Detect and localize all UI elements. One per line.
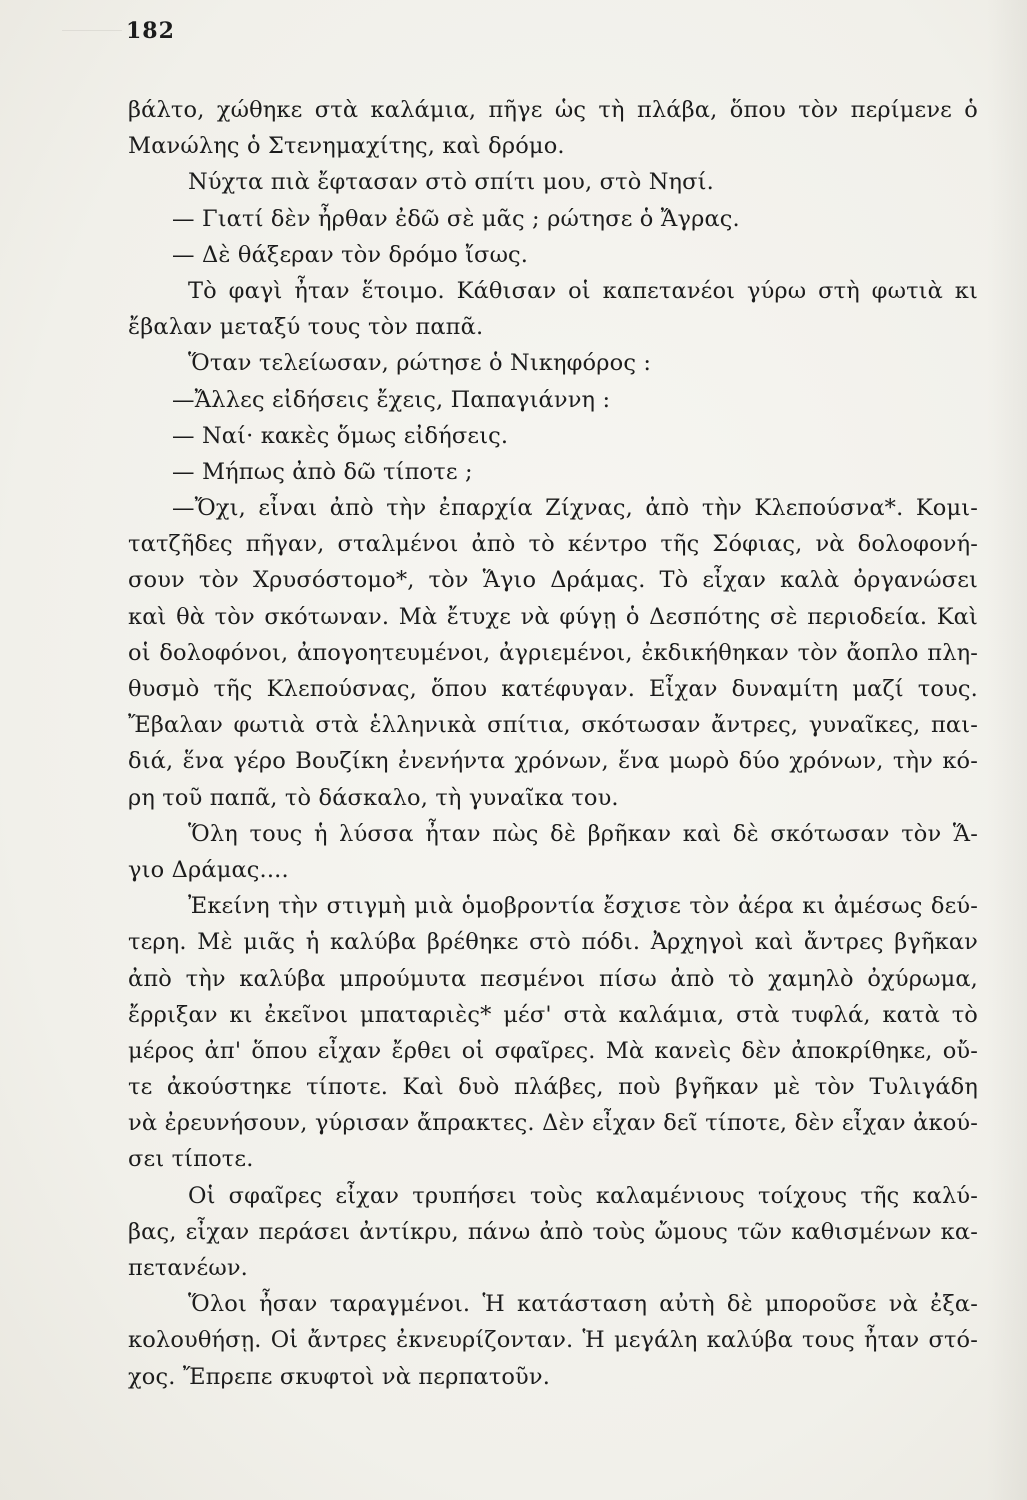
- text-line: πετανέων.: [128, 1255, 248, 1281]
- text-line: ἔβαλαν μεταξύ τους τὸν παπᾶ.: [128, 314, 484, 341]
- text-line: — Ναί· κακὲς ὅμως εἰδήσεις.: [172, 422, 509, 449]
- text-line: καὶ θὰ τὸν σκότωναν. Μὰ ἔτυχε νὰ φύγῃ ὁ Δεσπότης σὲ περιοδεία. Καὶ: [128, 603, 978, 630]
- text-line: — Γιατί δὲν ἦρθαν ἐδῶ σὲ μᾶς ; ρώτησε ὁ Ἄγρας.: [172, 205, 740, 232]
- text-line: Ὅλη τους ἡ λύσσα ἦταν πὼς δὲ βρῆκαν καὶ δὲ σκότωσαν τὸν Ἅ-: [188, 820, 978, 847]
- text-line: βας, εἶχαν περάσει ἀντίκρυ, πάνω ἀπὸ τοὺς ὤμους τῶν καθισμένων κα-: [128, 1218, 978, 1245]
- text-line: τε ἀκούστηκε τίποτε. Καὶ δυὸ πλάβες, ποὺ βγῆκαν μὲ τὸν Τυλιγάδη: [128, 1074, 978, 1101]
- text-line: κολουθήσῃ. Οἱ ἄντρες ἐκνευρίζονταν. Ἡ μεγάλη καλύβα τους ἦταν στό-: [128, 1327, 978, 1354]
- text-line: διά, ἕνα γέρο Βουζίκη ἐνενήντα χρόνων, ἕνα μωρὸ δύο χρόνων, τὴν κό-: [128, 748, 978, 775]
- text-line: ἔρριξαν κι ἐκεῖνοι μπαταριὲς* μέσ' στὰ καλάμια, στὰ τυφλά, κατὰ τὸ: [128, 1001, 978, 1028]
- text-line: νὰ ἐρευνήσουν, γύρισαν ἄπρακτες. Δὲν εἶχαν δεῖ τίποτε, δὲν εἶχαν ἀκού-: [128, 1110, 978, 1137]
- text-line: μέρος ἀπ' ὅπου εἶχαν ἔρθει οἱ σφαῖρες. Μὰ κανεὶς δὲν ἀποκρίθηκε, οὔ-: [128, 1037, 978, 1064]
- text-line: —Ἄλλες εἰδήσεις ἔχεις, Παπαγιάννη :: [172, 386, 611, 413]
- text-line: — Μήπως ἀπὸ δῶ τίποτε ;: [172, 458, 473, 485]
- text-line: Τὸ φαγὶ ἦταν ἕτοιμο. Κάθισαν οἱ καπετανέοι γύρω στὴ φωτιὰ κι: [188, 277, 978, 304]
- text-line: — Δὲ θάξεραν τὸν δρόμο ἴσως.: [172, 241, 529, 268]
- text-line: τερη. Μὲ μιᾶς ἡ καλύβα βρέθηκε στὸ πόδι. Ἀρχηγοὶ καὶ ἄντρες βγῆκαν: [128, 929, 978, 956]
- text-line: Νύχτα πιὰ ἔφτασαν στὸ σπίτι μου, στὸ Νησί.: [188, 169, 714, 196]
- text-line: —Ὄχι, εἶναι ἀπὸ τὴν ἐπαρχία Ζίχνας, ἀπὸ τὴν Κλεπούσνα*. Κομι-: [172, 495, 978, 522]
- text-line: Ἐκείνη τὴν στιγμὴ μιὰ ὁμοβροντία ἔσχισε τὸν ἀέρα κι ἀμέσως δεύ-: [188, 893, 978, 920]
- text-line: ἀπὸ τὴν καλύβα μπρούμυτα πεσμένοι πίσω ἀπὸ τὸ χαμηλὸ ὀχύρωμα,: [128, 965, 978, 992]
- text-line: Οἱ σφαῖρες εἶχαν τρυπήσει τοὺς καλαμένιους τοίχους τῆς καλύ-: [188, 1182, 978, 1209]
- text-line: χος. Ἔπρεπε σκυφτοὶ νὰ περπατοῦν.: [128, 1363, 550, 1390]
- text-line: σουν τὸν Χρυσόστομο*, τὸν Ἅγιο Δράμας. Τὸ εἶχαν καλὰ ὀργανώσει: [128, 567, 978, 594]
- text-line: Ὅλοι ἦσαν ταραγμένοι. Ἡ κατάσταση αὐτὴ δὲ μποροῦσε νὰ ἐξα-: [188, 1291, 978, 1318]
- text-line: Μανώλης ὁ Στενημαχίτης, καὶ δρόμο.: [128, 133, 565, 160]
- text-line: τατζῆδες πῆγαν, σταλμένοι ἀπὸ τὸ κέντρο τῆς Σόφιας, νὰ δολοφονή-: [128, 531, 978, 558]
- text-line: γιο Δράμας....: [128, 856, 289, 883]
- page-number: 182: [126, 18, 175, 44]
- text-line: Ἔβαλαν φωτιὰ στὰ ἑλληνικὰ σπίτια, σκότωσαν ἄντρες, γυναῖκες, παι-: [128, 712, 978, 739]
- text-line: οἱ δολοφόνοι, ἀπογοητευμένοι, ἀγριεμένοι, ἐκδικήθηκαν τὸν ἄοπλο πλη-: [128, 639, 978, 666]
- body-text: [128, 92, 978, 1395]
- bleed-through-mark: [62, 30, 122, 41]
- text-line: Ὅταν τελείωσαν, ρώτησε ὁ Νικηφόρος :: [188, 350, 652, 377]
- text-line: βάλτο, χώθηκε στὰ καλάμια, πῆγε ὡς τὴ πλάβα, ὅπου τὸν περίμενε ὁ: [128, 97, 978, 123]
- text-line: ρη τοῦ παπᾶ, τὸ δάσκαλο, τὴ γυναῖκα του.: [128, 784, 619, 811]
- text-line: θυσμὸ τῆς Κλεπούσνας, ὅπου κατέφυγαν. Εἶχαν δυναμίτη μαζί τους.: [128, 676, 978, 702]
- page-edge-shadow: [987, 0, 1027, 1500]
- text-line: σει τίποτε.: [128, 1146, 254, 1173]
